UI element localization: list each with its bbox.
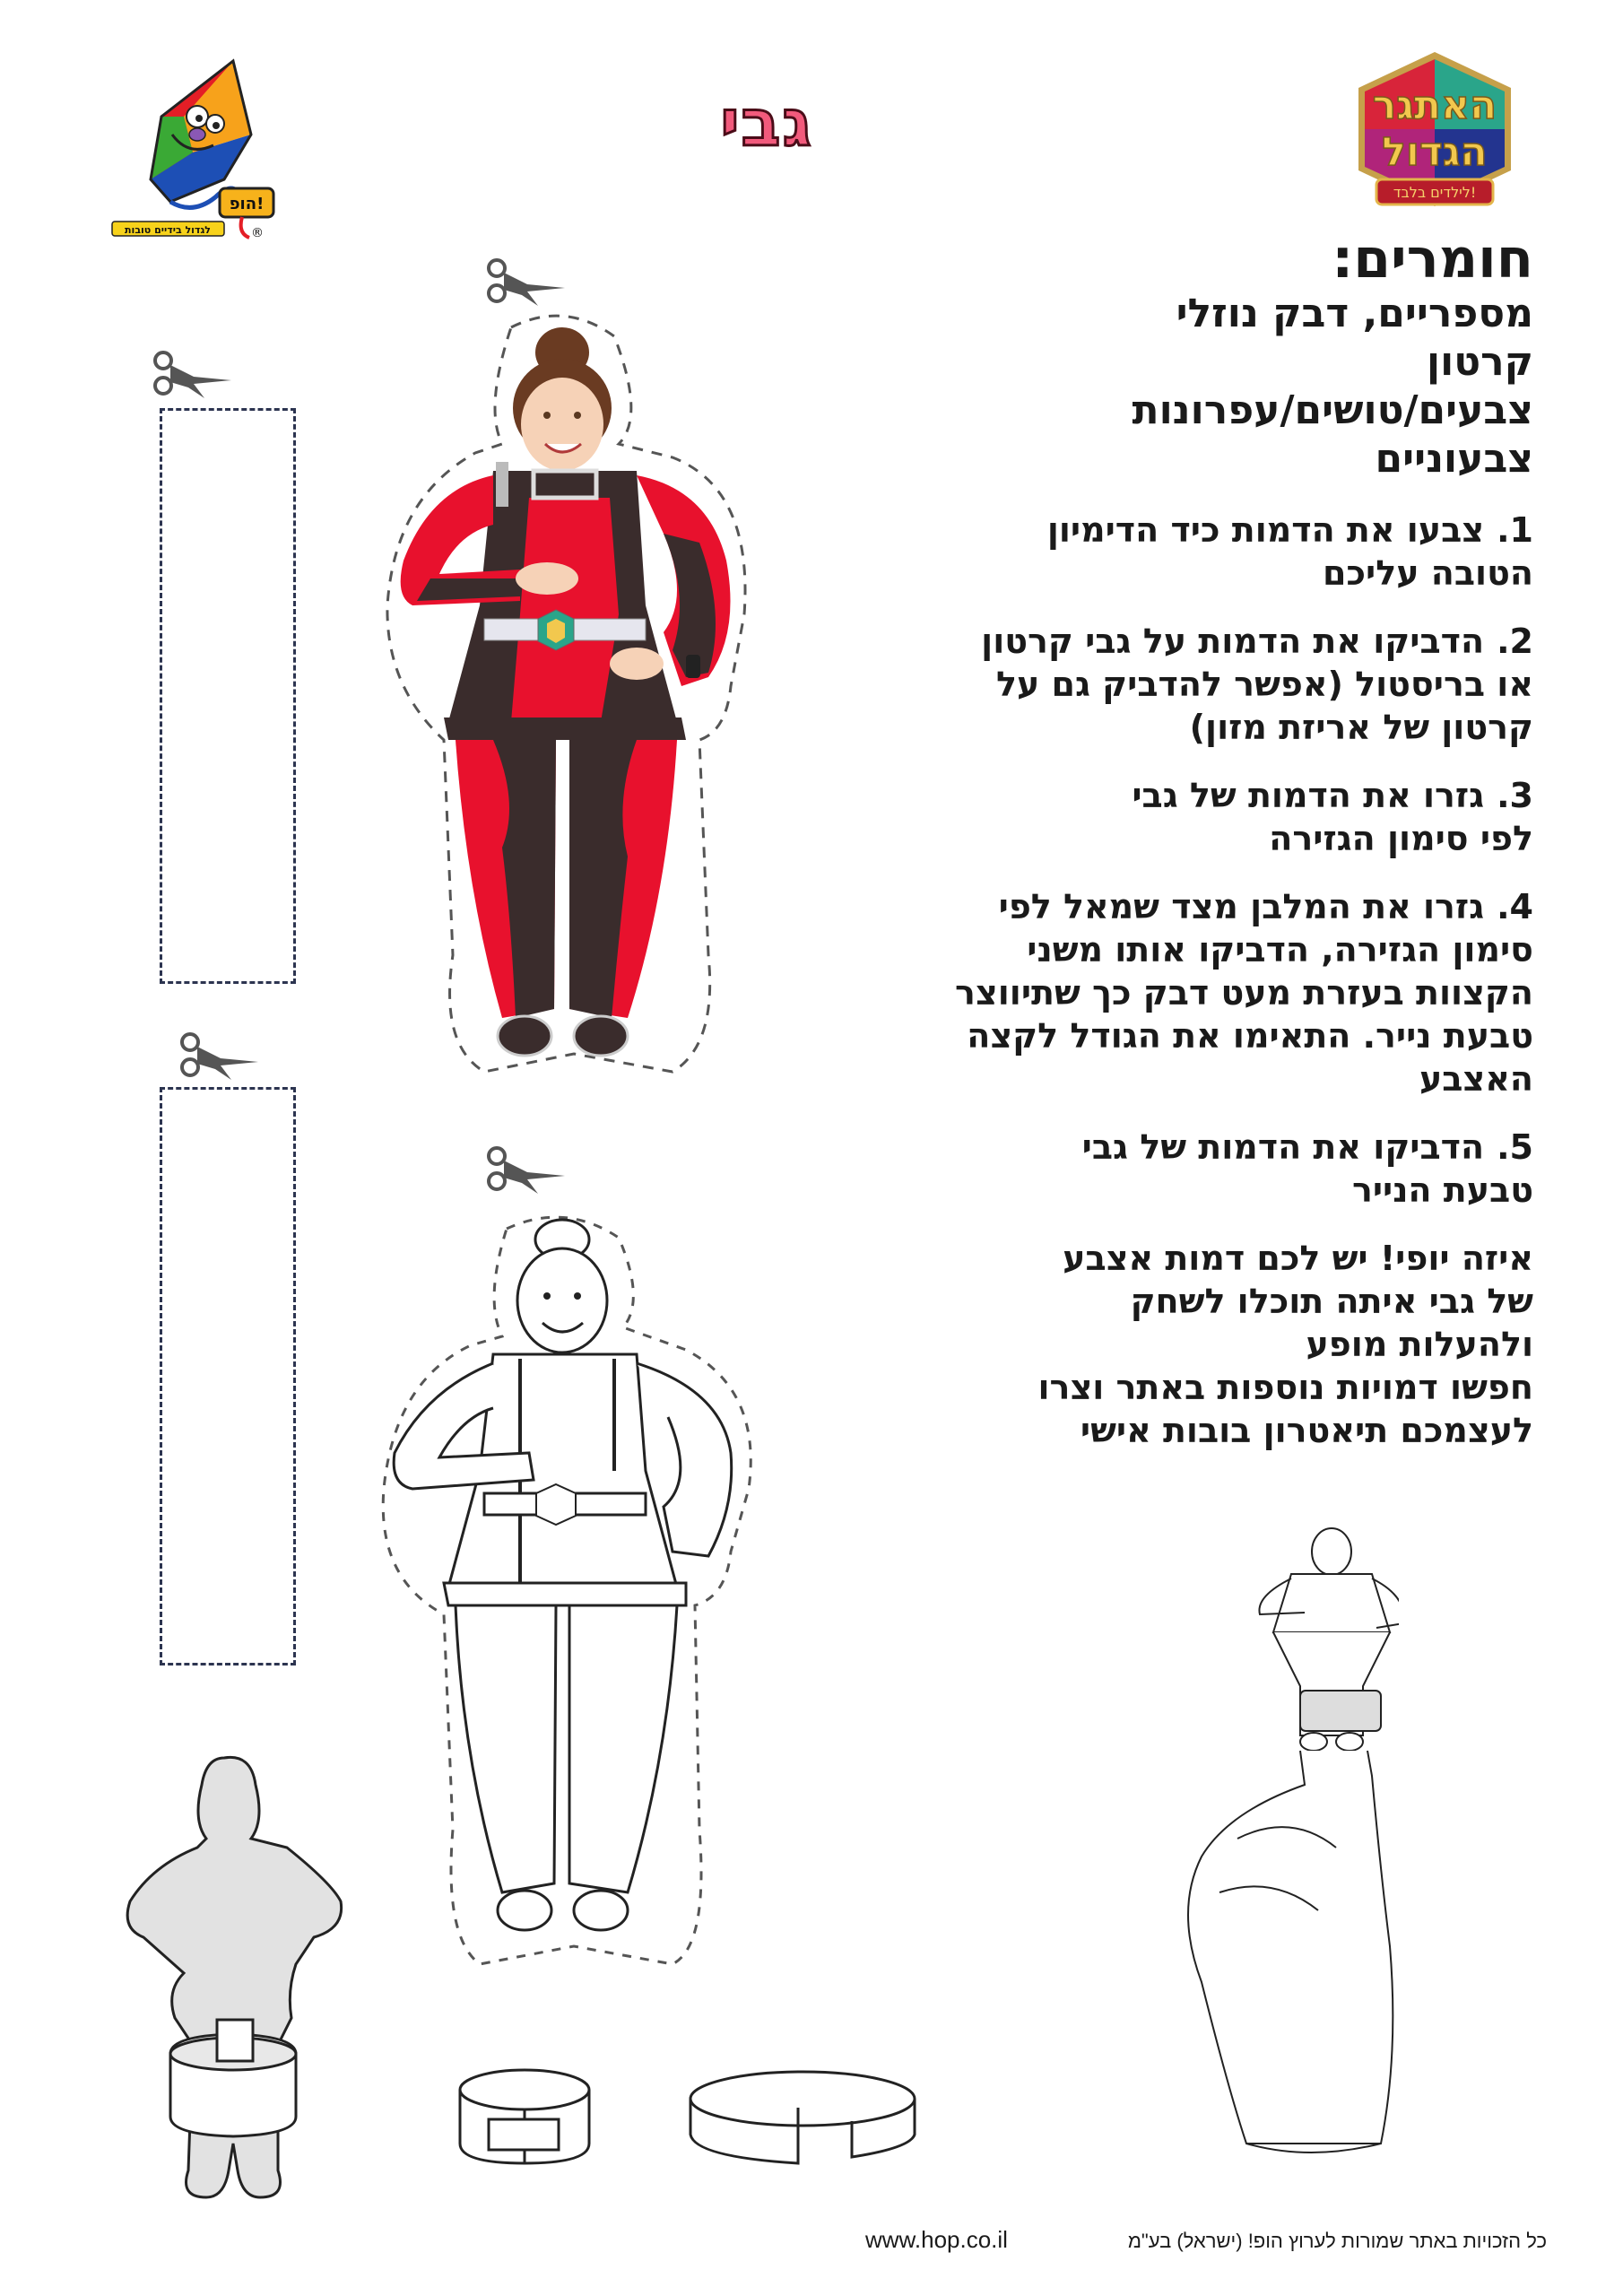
step-text: הדביקו את הדמות על גבי קרטון xyxy=(981,622,1485,661)
step-number: 5. xyxy=(1497,1127,1533,1167)
instructions-panel xyxy=(798,229,1533,1452)
materials-item: קרטון xyxy=(1427,339,1533,385)
outline-character-figure xyxy=(377,1202,762,1991)
step-text: או בריסטול (אפשר להדביק גם על xyxy=(995,665,1533,704)
step-text: קרטון של אריזת מזון) xyxy=(1189,708,1533,747)
open-ring-illustration xyxy=(686,2067,919,2166)
closing-line: חפשו דמויות נוספות באתר וצרו xyxy=(1037,1368,1533,1407)
step-number: 2. xyxy=(1497,622,1533,661)
ring-strip-cut-line-2 xyxy=(160,1087,296,1665)
closed-ring-illustration xyxy=(453,2067,596,2166)
step-4 xyxy=(798,885,1533,1100)
step-number: 3. xyxy=(1497,776,1533,815)
step-text: הדביקו את הדמות של גבי xyxy=(1081,1127,1485,1167)
step-text: טבעת הנייר xyxy=(1351,1170,1533,1210)
materials-item: מספריים, דבק נוזלי xyxy=(1176,291,1533,336)
step-text: גזרו את הדמות של גבי xyxy=(1132,776,1485,815)
step-text: גזרו את המלבן מצד שמאל לפי xyxy=(998,887,1485,926)
svg-text:הופ!: הופ! xyxy=(229,195,265,213)
step-number: 4. xyxy=(1497,887,1533,926)
materials-item: צבעים/טושים/עפרונות xyxy=(1132,387,1533,433)
scissors-icon xyxy=(178,1030,267,1083)
step-text: האצבע xyxy=(1419,1059,1533,1099)
step-1 xyxy=(798,509,1533,595)
step-3 xyxy=(798,774,1533,860)
closing-message xyxy=(798,1237,1533,1452)
closing-line: איזה יופי! יש לכם דמות אצבע xyxy=(1063,1239,1533,1278)
svg-text:לילדים בלבד!: לילדים בלבד! xyxy=(1393,184,1477,201)
step-2 xyxy=(798,620,1533,749)
step-text: צבעו את הדמות כיד הדימיון xyxy=(1046,510,1485,550)
step-number: 1. xyxy=(1497,510,1533,550)
hop-logo xyxy=(108,45,296,242)
svg-text:הגדול: הגדול xyxy=(1382,129,1488,175)
show-logo xyxy=(1327,45,1542,215)
silhouette-with-ring-illustration xyxy=(117,1749,350,2215)
colored-character-figure xyxy=(377,309,753,1081)
website-link[interactable]: www.hop.co.il xyxy=(865,2226,1008,2253)
step-text: טבעת נייר. התאימו את הגודל לקצה xyxy=(967,1016,1533,1056)
kite-icon xyxy=(108,45,296,242)
finger-puppet-example-illustration xyxy=(1148,1516,1399,2170)
step-5 xyxy=(798,1126,1533,1212)
closing-line: של גבי איתה תוכלו לשחק xyxy=(1130,1282,1533,1321)
closing-line: לעצמכם תיאטרון בובות אישי xyxy=(1080,1411,1533,1450)
scissors-icon xyxy=(484,1144,574,1197)
svg-text:®: ® xyxy=(251,226,264,240)
step-text: לפי סימון הגזירה xyxy=(1269,819,1533,858)
svg-text:האתגר: האתגר xyxy=(1372,83,1497,128)
ring-strip-cut-line-1 xyxy=(160,408,296,984)
materials-heading: חומרים: xyxy=(1332,228,1533,291)
svg-text:לגדול בידיים טובות: לגדול בידיים טובות xyxy=(125,224,211,236)
scissors-icon xyxy=(484,256,574,309)
step-text: הקצוות בעזרת מעט דבק כך שתיווצר xyxy=(955,973,1533,1013)
page-title: גבי xyxy=(720,85,813,161)
closing-line: ולהעלות מופע xyxy=(1306,1325,1533,1364)
step-text: הטובה עליכם xyxy=(1323,553,1533,593)
step-text: סימון הגזירה, הדביקו אותו משני xyxy=(1027,930,1533,970)
scissors-icon xyxy=(151,348,240,402)
hexagon-badge-icon xyxy=(1327,45,1542,215)
materials-item: צבעוניים xyxy=(1375,436,1533,482)
copyright-notice: כל הזכויות באתר שמורות לערוץ הופ! (ישראל) בע"מ xyxy=(1127,2230,1547,2252)
